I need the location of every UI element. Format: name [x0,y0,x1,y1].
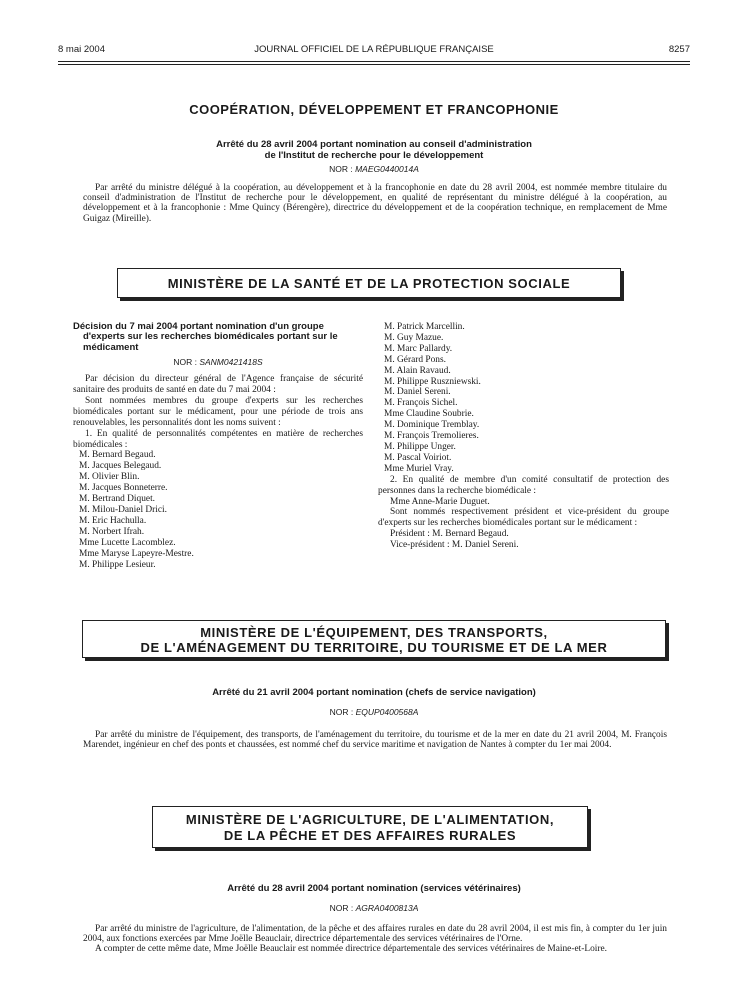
expert-name: Mme Muriel Vray. [384,463,454,474]
nor-label: NOR : [329,164,353,174]
vice-president-line: Vice-président : M. Daniel Sereni. [390,540,519,551]
nor-reference [58,164,690,174]
president-line: Président : M. Bernard Begaud. [390,529,509,540]
expert-name: M. Bernard Begaud. [79,450,156,461]
nor-code: MAEG0440014A [355,164,419,174]
nor-code: SANM0421418S [199,357,263,368]
section-title-line: DE L'AMÉNAGEMENT DU TERRITOIRE, DU TOURISME ET DE LA MER [140,640,608,655]
paragraph: Par arrêté du ministre délégué à la coopération, au développement et à la francophonie en date du 28 avril 2004, est nommée membre titulaire du conseil d'administration de l'Institut de recherche pour le développement, en qualité de représentant du ministre délégué à la coopération, au développement et à la francophonie : Mme Quincy (Bérengère), directrice du développement et de la coopération technique, en remplacement de Mme Guigaz (Mireille). [83,183,667,224]
expert-name: M. Alain Ravaud. [384,365,451,376]
arrete-body-ird [83,183,667,224]
expert-name: M. François Tremolieres. [384,431,479,442]
decision-title [73,322,363,353]
paragraph: Par décision du directeur général de l'Agence française de sécurité sanitaire des produits de santé en date du 7 mai 2004 : [73,374,363,396]
right-column [378,322,669,551]
expert-name: M. Jacques Belegaud. [79,461,162,472]
paragraph: Sont nommées membres du groupe d'experts sur les recherches biomédicales portant sur le médicament, pour une période de trois ans renouvelables, les personnalités dont les noms suivent : [73,395,363,428]
arrete-title-ird [58,139,690,161]
arrete-body-navigation [83,730,667,750]
header-journal-title: JOURNAL OFFICIEL DE LA RÉPUBLIQUE FRANÇAISE [254,44,494,55]
arrete-title-line: de l'Institut de recherche pour le développement [264,150,484,161]
expert-names-list-left [73,450,363,570]
expert-name: M. Milou-Daniel Drici. [79,505,168,515]
nor-label: NOR : [173,357,197,368]
expert-name: M. Bertrand Diquet. [79,494,156,505]
section-box-sante [117,268,621,298]
section-title-cooperation: COOPÉRATION, DÉVELOPPEMENT ET FRANCOPHONIE [189,102,559,117]
expert-name: Mme Claudine Soubrie. [384,409,474,420]
expert-name: M. Marc Pallardy. [384,343,453,354]
expert-name: M. Guy Mazue. [384,332,444,343]
arrete-body-veterinaires [83,924,667,955]
expert-name: M. Gérard Pons. [384,354,446,365]
section-title-line: MINISTÈRE DE L'ÉQUIPEMENT, DES TRANSPORTS, [200,625,548,640]
paragraph: 2. En qualité de membre d'un comité consultatif de protection des personnes dans la recherche biomédicale : [378,474,669,496]
expert-name: M. Philippe Unger. [384,441,456,452]
expert-name: M. Daniel Sereni. [384,387,451,398]
header-date: 8 mai 2004 [58,44,106,55]
expert-name: Mme Maryse Lapeyre-Mestre. [79,548,194,559]
paragraph: Par arrêté du ministre de l'équipement, des transports, de l'aménagement du territoire, du tourisme et de la mer en date du 21 avril 2004, M. François Marendet, ingénieur en chef des ponts et chaussées, est nommé chef du service maritime et navigation de Nantes à compter du 1er mai 2004. [83,730,667,751]
expert-name: M. Olivier Blin. [79,472,140,483]
expert-name: M. Pascal Voiriot. [384,452,452,463]
expert-name: M. Eric Hachulla. [79,515,147,526]
section-title-sante: MINISTÈRE DE LA SANTÉ ET DE LA PROTECTION SOCIALE [167,276,571,291]
expert-name: M. François Sichel. [384,398,458,409]
expert-name: M. Jacques Bonneterre. [79,483,168,494]
page-header [58,44,690,58]
header-rule-top [58,61,690,62]
expert-names-list-right [378,322,669,475]
nor-label: NOR : [329,903,354,913]
nor-reference [73,357,363,368]
expert-name: M. Philippe Ruszniewski. [384,376,481,387]
expert-name: M. Patrick Marcellin. [384,322,465,332]
decision-title-line: d'experts sur les recherches biomédicales portant sur le [83,331,338,343]
paragraph: 1. En qualité de personnalités compétentes en matière de recherches biomédicales : [73,428,363,450]
decision-title-line: Décision du 7 mai 2004 portant nomination d'un groupe [73,321,324,332]
arrete-title-veterinaires: Arrêté du 28 avril 2004 portant nomination (services vétérinaires) [227,883,521,894]
paragraph: Sont nommés respectivement président et vice-président du groupe d'experts sur les recherches biomédicales portant sur le médicament : [378,507,669,529]
paragraph: A compter de cette même date, Mme Joëlle Beauclair est nommée directrice départementale des services vétérinaires de Maine-et-Loire. [95,944,608,955]
section-box-agriculture [152,806,588,848]
nor-reference [58,707,690,717]
nor-label: NOR : [329,707,354,717]
nor-code: EQUP0400568A [355,707,419,717]
section-title-line: MINISTÈRE DE L'AGRICULTURE, DE L'ALIMENTATION, [185,812,555,827]
nor-reference [58,903,690,913]
paragraph: Par arrêté du ministre de l'agriculture, de l'alimentation, de la pêche et des affaires rurales en date du 28 avril 2004, il est mis fin, à compter du 1er juin 2004, aux fonctions exercées par Mme Joëlle Beauclair, directrice départementale des services vétérinaires de l'Orne. [83,924,667,945]
committee-member-name: Mme Anne-Marie Duguet. [390,496,490,507]
header-rule-bottom [58,64,690,65]
arrete-title-navigation: Arrêté du 21 avril 2004 portant nomination (chefs de service navigation) [212,687,536,698]
expert-name: M. Norbert Ifrah. [79,526,145,537]
arrete-title-line: Arrêté du 28 avril 2004 portant nomination au conseil d'administration [216,139,532,150]
left-column [73,322,363,570]
section-title-line: DE LA PÊCHE ET DES AFFAIRES RURALES [223,828,517,843]
header-page-number: 8257 [668,44,690,55]
expert-name: M. Philippe Lesieur. [79,559,156,570]
section-box-equipement [82,620,666,658]
nor-code: AGRA0400813A [355,903,419,913]
decision-title-line: médicament [83,341,139,353]
expert-name: M. Dominique Tremblay. [384,420,480,431]
expert-name: Mme Lucette Lacomblez. [79,537,176,548]
